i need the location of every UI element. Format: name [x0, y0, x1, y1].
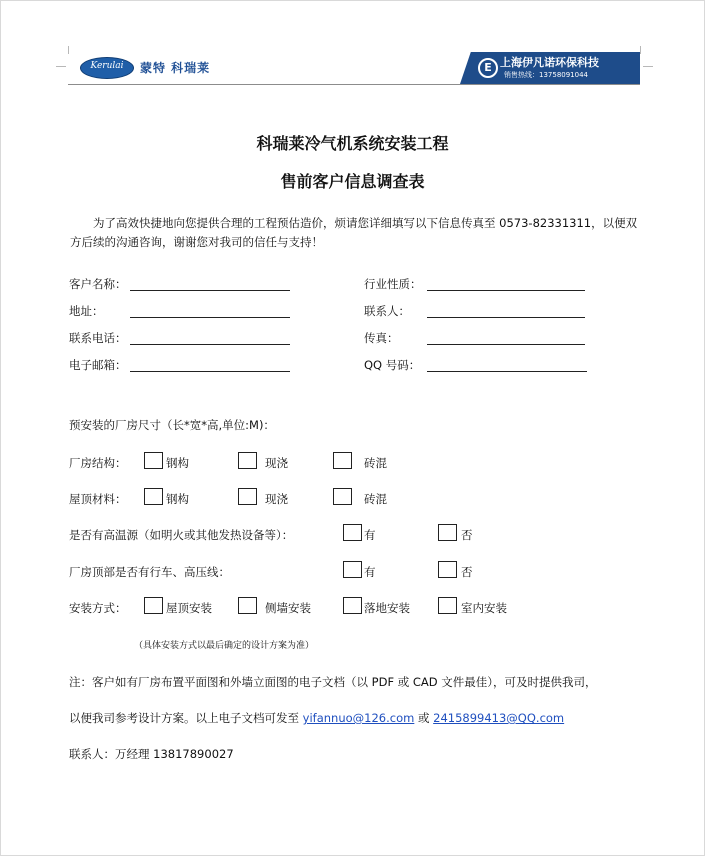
- note-line-1: 注：客户如有厂房布置平面图和外墙立面图的电子文档（以 PDF 或 CAD 文件最佳），可及时提供我司，: [69, 675, 597, 689]
- email-field[interactable]: [130, 371, 290, 372]
- factory-size-label: 预安装的厂房尺寸（长*宽*高,单位:M)：: [69, 418, 275, 432]
- note-or: 或: [417, 711, 430, 725]
- heat-source-yes-checkbox[interactable]: [343, 524, 362, 541]
- doc-subtitle: 售前客户信息调查表: [280, 172, 425, 191]
- install-roof-option: 屋顶安装: [166, 601, 212, 615]
- company-e-logo-icon: E: [478, 58, 498, 78]
- install-note: （具体安装方式以最后确定的设计方案为准）: [134, 641, 315, 651]
- roof-steel-checkbox[interactable]: [144, 488, 163, 505]
- fax-field[interactable]: [427, 344, 585, 345]
- roof-brick-option: 砖混: [364, 492, 387, 506]
- industry-field[interactable]: [427, 290, 585, 291]
- structure-brick-option: 砖混: [364, 456, 387, 470]
- structure-brick-checkbox[interactable]: [333, 452, 352, 469]
- structure-concrete-option: 现浇: [265, 456, 288, 470]
- sales-hotline: 销售热线：13758091044: [504, 71, 588, 79]
- contact-field[interactable]: [427, 317, 585, 318]
- email-link-qq[interactable]: 2415899413@QQ.com: [433, 711, 565, 725]
- crane-label: 厂房顶部是否有行车、高压线：: [69, 565, 230, 579]
- install-indoor-checkbox[interactable]: [438, 597, 457, 614]
- crop-mark: [68, 46, 69, 54]
- install-label: 安装方式：: [69, 601, 127, 615]
- structure-steel-option: 钢构: [166, 456, 189, 470]
- roof-brick-checkbox[interactable]: [333, 488, 352, 505]
- structure-label: 厂房结构：: [69, 456, 127, 470]
- install-wall-checkbox[interactable]: [238, 597, 257, 614]
- intro-paragraph: 为了高效快捷地向您提供合理的工程预估造价，烦请您详细填写以下信息传真至 0573-82331311，以便双方后续的沟通咨询，谢谢您对我司的信任与支持！: [70, 216, 638, 249]
- roof-concrete-option: 现浇: [265, 492, 288, 506]
- roof-concrete-checkbox[interactable]: [238, 488, 257, 505]
- roof-steel-option: 钢构: [166, 492, 189, 506]
- email-link-126[interactable]: yifannuo@126.com: [302, 711, 415, 725]
- crop-mark: [56, 66, 66, 67]
- industry-label: 行业性质：: [364, 277, 422, 291]
- address-field[interactable]: [130, 317, 290, 318]
- qq-field[interactable]: [427, 371, 587, 372]
- crop-mark: [643, 66, 653, 67]
- header-rule: [68, 84, 640, 85]
- crane-yes-option: 有: [364, 565, 376, 579]
- crop-mark: [640, 46, 641, 54]
- brand-name: 蒙特 科瑞莱: [140, 61, 211, 75]
- customer-name-field[interactable]: [130, 290, 290, 291]
- note-line-2-text: 以便我司参考设计方案。以上电子文档可发至: [69, 711, 299, 725]
- install-floor-option: 落地安装: [364, 601, 410, 615]
- letterhead: [70, 52, 640, 84]
- phone-label: 联系电话：: [69, 331, 127, 345]
- doc-title: 科瑞莱冷气机系统安装工程: [256, 134, 449, 153]
- email-label: 电子邮箱：: [69, 358, 127, 372]
- qq-label: QQ 号码：: [364, 358, 421, 372]
- heat-source-yes-option: 有: [364, 528, 376, 542]
- heat-source-label: 是否有高温源（如明火或其他发热设备等）：: [69, 528, 294, 542]
- crane-no-checkbox[interactable]: [438, 561, 457, 578]
- contact-label: 联系人：: [364, 304, 410, 318]
- customer-name-label: 客户名称：: [69, 277, 127, 291]
- company-name: 上海伊凡诺环保科技: [500, 56, 599, 69]
- structure-concrete-checkbox[interactable]: [238, 452, 257, 469]
- crane-yes-checkbox[interactable]: [343, 561, 362, 578]
- install-wall-option: 侧墙安装: [265, 601, 311, 615]
- install-floor-checkbox[interactable]: [343, 597, 362, 614]
- heat-source-no-option: 否: [461, 528, 473, 542]
- address-label: 地址：: [69, 304, 104, 318]
- note-line-2: [69, 710, 564, 726]
- heat-source-no-checkbox[interactable]: [438, 524, 457, 541]
- contact-person: 联系人：万经理 13817890027: [69, 747, 234, 761]
- phone-field[interactable]: [130, 344, 290, 345]
- install-indoor-option: 室内安装: [461, 601, 507, 615]
- fax-label: 传真：: [364, 331, 399, 345]
- structure-steel-checkbox[interactable]: [144, 452, 163, 469]
- install-roof-checkbox[interactable]: [144, 597, 163, 614]
- crane-no-option: 否: [461, 565, 473, 579]
- kerulai-logo: Kerulai: [80, 57, 134, 79]
- roof-label: 屋顶材料：: [69, 492, 127, 506]
